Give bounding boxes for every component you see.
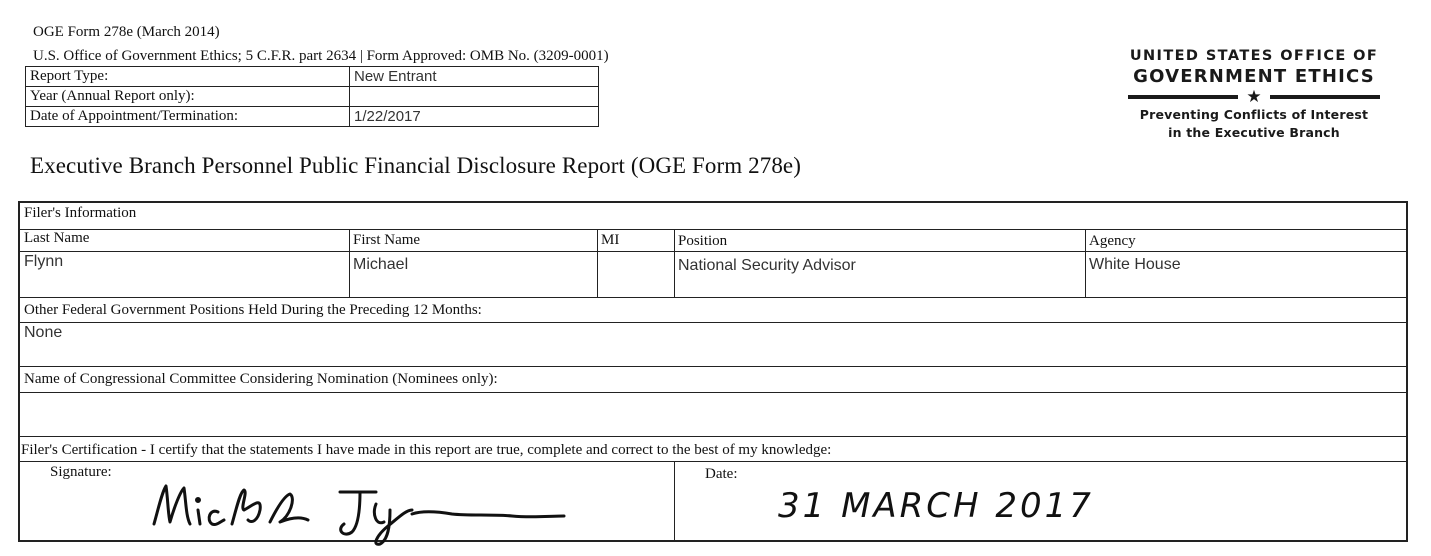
column-divider (597, 229, 598, 297)
divider (19, 251, 1407, 252)
report-label: Year (Annual Report only): (26, 87, 350, 107)
certification-label: Filer's Certification - I certify that the statements I have made in this report are true, complete and correct to the best of my knowledge: (21, 442, 832, 458)
form-id: OGE Form 278e (March 2014) (33, 24, 220, 40)
agency-value: White House (1089, 256, 1181, 273)
column-divider (674, 229, 675, 297)
divider (19, 392, 1407, 393)
last-name-value: Flynn (24, 253, 64, 270)
mi-label: MI (601, 232, 620, 248)
logo-bar (1128, 95, 1238, 99)
logo-line3: Preventing Conflicts of Interest (1139, 107, 1369, 122)
logo-bar (1270, 95, 1380, 99)
last-name-label: Last Name (24, 230, 90, 246)
report-label: Report Type: (26, 67, 350, 87)
logo-rule (1120, 88, 1388, 106)
logo-line2: GOVERNMENT ETHICS (1133, 66, 1375, 87)
divider (19, 436, 1407, 437)
date-value: 31 MARCH 2017 (778, 486, 1094, 526)
report-value (350, 87, 599, 107)
report-label: Date of Appointment/Termination: (26, 107, 350, 127)
column-divider (674, 461, 675, 541)
logo-line1: UNITED STATES OFFICE OF (1129, 48, 1379, 64)
divider (19, 229, 1407, 230)
divider (19, 366, 1407, 367)
logo-line4: in the Executive Branch (1168, 125, 1340, 140)
report-table (25, 66, 599, 127)
date-label: Date: (705, 466, 738, 482)
first-name-value: Michael (353, 256, 409, 273)
star-icon: ★ (1246, 87, 1262, 107)
agency-line: U.S. Office of Government Ethics; 5 C.F.R. part 2634 | Form Approved: OMB No. (3209-0001) (33, 48, 609, 64)
report-row (26, 107, 599, 127)
report-value: 1/22/2017 (350, 107, 599, 127)
signature-text: Michael Flynn (140, 547, 154, 549)
filer-section-label: Filer's Information (24, 205, 137, 221)
report-row (26, 67, 599, 87)
column-divider (1085, 229, 1086, 297)
divider (19, 322, 1407, 323)
column-divider (349, 229, 350, 297)
other-positions-label: Other Federal Government Positions Held During the Preceding 12 Months: (24, 302, 482, 318)
oge-logo (1120, 46, 1388, 142)
first-name-label: First Name (353, 232, 421, 248)
position-value: National Security Advisor (678, 257, 856, 274)
divider (19, 297, 1407, 298)
signature-label: Signature: (50, 464, 112, 480)
report-row (26, 87, 599, 107)
agency-label: Agency (1089, 233, 1136, 249)
report-value: New Entrant (350, 67, 599, 87)
page-title: Executive Branch Personnel Public Financial Disclosure Report (OGE Form 278e) (30, 153, 802, 178)
signature-image (140, 470, 580, 550)
position-label: Position (678, 233, 728, 249)
committee-label: Name of Congressional Committee Considering Nomination (Nominees only): (24, 371, 498, 387)
other-positions-value: None (24, 324, 63, 341)
divider (19, 461, 1407, 462)
